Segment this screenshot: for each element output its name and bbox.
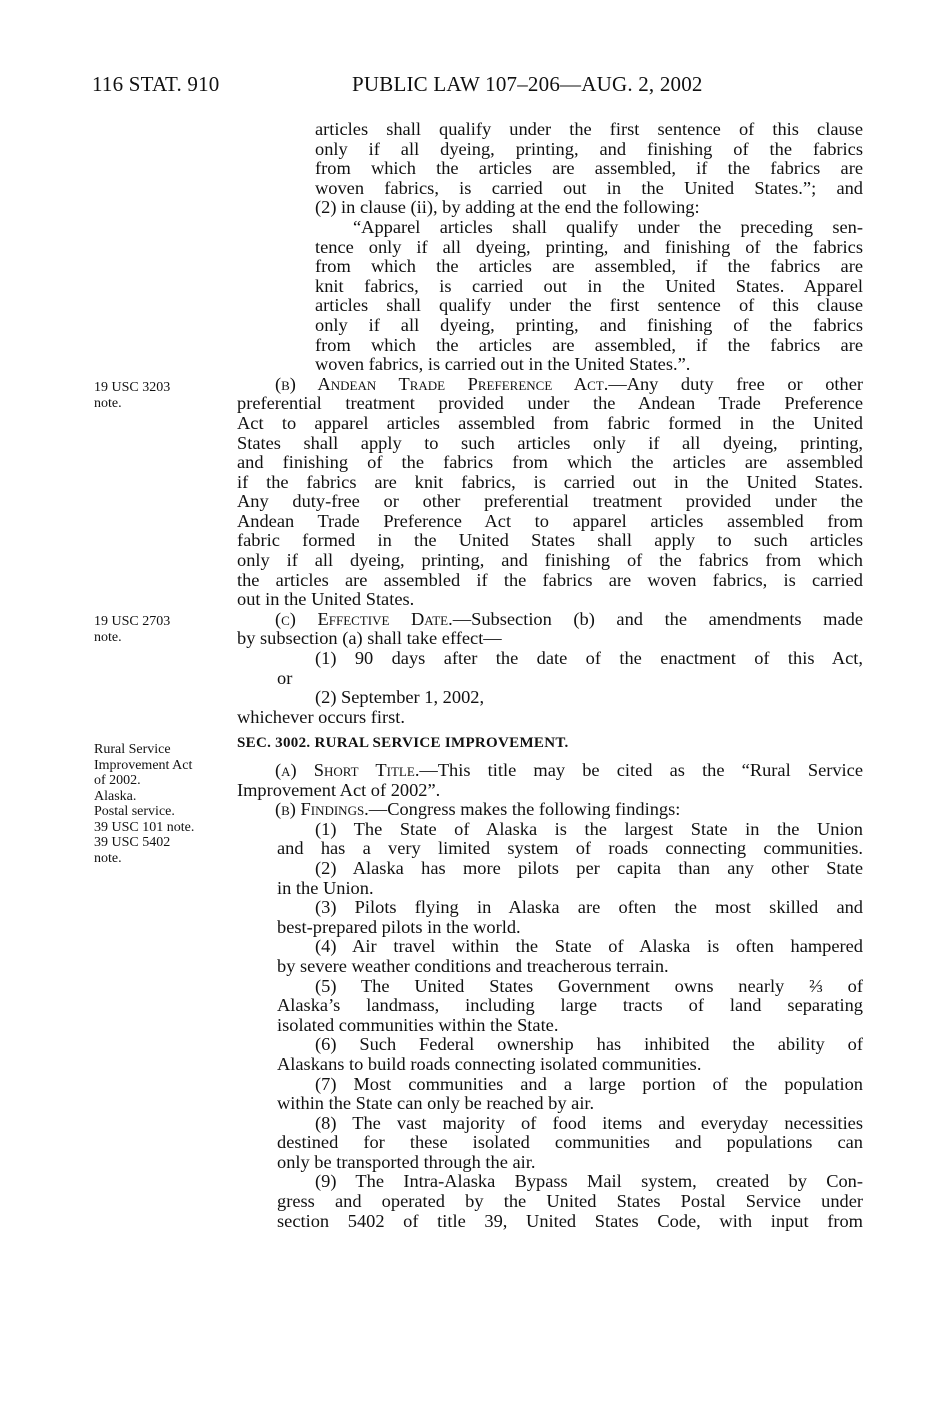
- subsection-a-short-title: (a) Short Title.—This title may be cited as the “Rural Service Improvement Act of 2002”.: [237, 760, 863, 800]
- paragraph-continuation: articles shall qualify under the first sentence of this clause only if all dyeing, printing, and finishing of the fabrics from which the articles are assembled, if the fabrics are woven fabrics, is carried out in the United States.”; and: [315, 119, 863, 198]
- finding-item: (2) Alaska has more pilots per capita than any other State in the Union.: [277, 857, 863, 898]
- finding-item: (9) The Intra-Alaska Bypass Mail system, created by Con- gress and operated by the United States Postal Service under section 5402 of title 39, United States Code, with input from: [277, 1171, 863, 1231]
- finding-item: (5) The United States Government owns nearly ⅔ of Alaska’s landmass, including large tracts of land separating isolated communities within the State.: [277, 975, 863, 1035]
- finding-item: (4) Air travel within the State of Alaska is often hampered by severe weather conditions and treacherous terrain.: [277, 936, 863, 976]
- quoted-amendment: “Apparel articles shall qualify under the preceding sen- tence only if all dyeing, printing, and finishing of the fabrics from which the articles are assembled, if the fabrics are knit fabrics, is carried out in the United States. Apparel articles shall qualify under the first sentence of this clause only if all dyeing, printing, and finishing of the fabrics from which the articles are assembled, if the fabrics are woven fabrics, is carried out in the United States.”.: [315, 216, 863, 375]
- body-text: [237, 120, 863, 1231]
- paragraph-clause-ii: (2) in clause (ii), by adding at the end the following:: [315, 197, 700, 218]
- section-heading: SEC. 3002. RURAL SERVICE IMPROVEMENT.: [237, 735, 569, 752]
- subsection-heading: (b) Findings.: [275, 799, 369, 820]
- subsection-heading: (a) Short Title.: [275, 760, 420, 780]
- subsection-heading: (b) Andean Trade Preference Act.: [275, 373, 609, 394]
- finding-item: (1) The State of Alaska is the largest State in the Union and has a very limited system of roads connecting communities.: [277, 818, 863, 859]
- margin-note-19-usc-3203: 19 USC 3203 note.: [94, 380, 171, 411]
- subsection-c-effective-date: (c) Effective Date.—Subsection (b) and the amendments made by subsection (a) shall take effect— (1) 90 days after the date of the enactment of this Act, or (2) September 1, 2002, whichever occurs first.: [237, 608, 863, 727]
- subsection-b-andean: (b) Andean Trade Preference Act.—Any duty free or other preferential treatment provided under the Andean Trade Preference Act to apparel articles assembled from fabric formed in the United States shall apply to such articles only if all dyeing, printing, and finishing of the fabrics from which the articles are assembled if the fabrics are knit fabrics, is carried out in the United States. Any duty-free or other preferential treatment provided under the Andean Trade Preference Act to apparel articles assembled from fabric formed in the United States shall apply to such articles only if all dyeing, printing, and finishing of the fabrics from which the articles are assembled if the fabrics are woven fabrics, is carried out in the United States.: [237, 373, 863, 610]
- finding-item: (8) The vast majority of food items and everyday necessities destined for these isolated communities and populations can only be transported through the air.: [277, 1112, 863, 1172]
- subsection-heading: (c) Effective Date.: [275, 608, 453, 629]
- public-law-title: PUBLIC LAW 107–206—AUG. 2, 2002: [352, 72, 703, 96]
- finding-item: (3) Pilots flying in Alaska are often the most skilled and best-prepared pilots in the world.: [277, 897, 863, 937]
- finding-item: (6) Such Federal ownership has inhibited the ability of Alaskans to build roads connecting isolated communities.: [277, 1034, 863, 1074]
- margin-note-19-usc-2703: 19 USC 2703 note.: [94, 614, 171, 645]
- statute-page-citation: 116 STAT. 910: [92, 72, 220, 96]
- finding-item: (7) Most communities and a large portion of the population within the State can only be reached by air.: [277, 1073, 863, 1114]
- page-header: [92, 72, 792, 102]
- margin-note-rural-service: Rural Service Improvement Act of 2002. Alaska. Postal service. 39 USC 101 note. 39 USC 5402 note.: [94, 742, 195, 866]
- subsection-b-findings: (b) Findings.—Congress makes the following findings: (1) The State of Alaska is the largest State in the Union and has a very limited system of roads connecting communities. (2) Alaska has more pilots per capita than any other State in the Union. (3) Pilots flying in Alaska are often the most skilled and best-prepared pilots in the world. (4) Air travel within the State of Alaska is often hampered by severe weather conditions and treacherous terrain. (5) The United States Government owns nearly ⅔ of Alaska’s landmass, including large tracts of land separating isolated communities within the State. (6) Such Federal ownership has inhibited the ability of Alaskans to build roads connecting isolated communities. (7) Most communities and a large portion of the population within the State can only be reached by air. (8) The vast majority of food items and everyday necessities destined for these isolated communities and populations can only be transported through the air. (9) The Intra-Alaska Bypass Mail system, created by Con- gress and operated by the United States Postal Service under section 5402 of title 39, United States Code, with input from: [237, 800, 863, 1231]
